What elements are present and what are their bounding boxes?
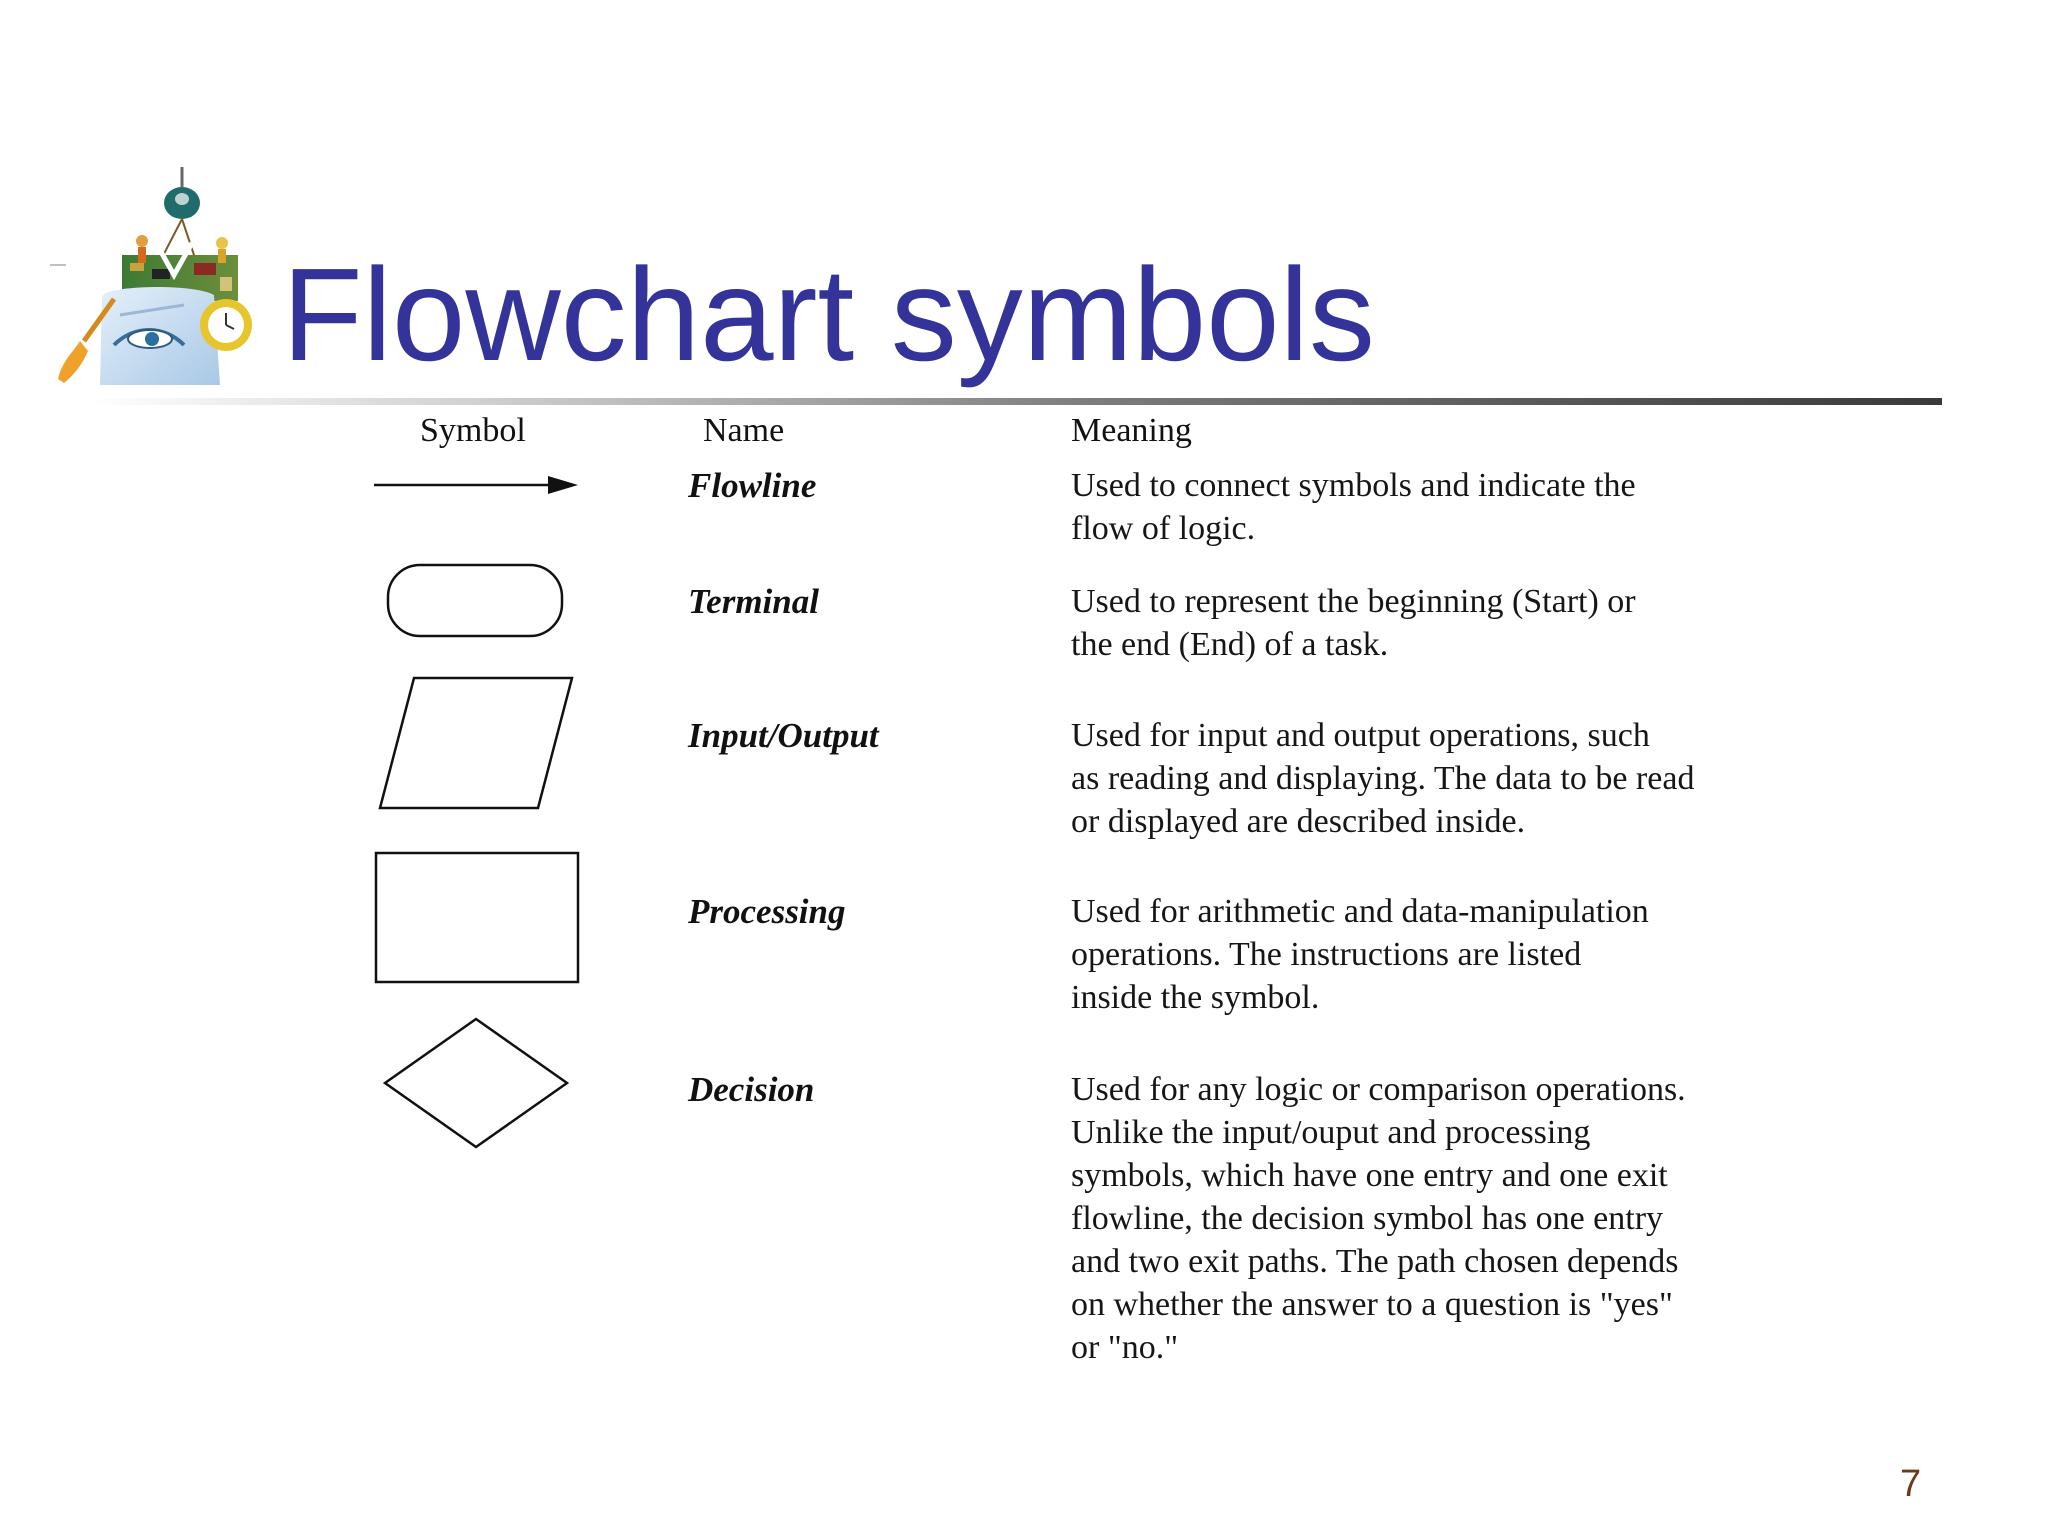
symbol-meaning-terminal: Used to represent the beginning (Start) or the end (End) of a task. — [1071, 583, 1636, 663]
symbol-meaning-input-output: Used for input and output operations, such as reading and displaying. The data to be read or displayed are described inside. — [1071, 717, 1695, 840]
title-underline — [90, 398, 1942, 405]
symbol-meaning-processing: Used for arithmetic and data-manipulation operations. The instructions are listed inside the symbol. — [1071, 893, 1649, 1016]
processing-rectangle-icon — [374, 851, 580, 985]
symbol-meaning-decision: Used for any logic or comparison operations. Unlike the input/ouput and processing symbols, which have one entry and one exit flowline, the decision symbol has one entry and two exit paths. The path chosen depends on whether the answer to a question is "yes" or "no." — [1071, 1071, 1686, 1366]
slide-title: Flowchart symbols — [282, 241, 1375, 388]
symbol-meaning-flowline: Used to connect symbols and indicate the flow of logic. — [1071, 467, 1636, 547]
symbol-name-terminal: Terminal — [688, 582, 819, 621]
symbol-name-input-output: Input/Output — [688, 716, 879, 755]
input-output-parallelogram-icon — [376, 674, 576, 812]
decision-diamond-icon — [382, 1016, 570, 1150]
terminal-rounded-rect-icon — [386, 562, 566, 640]
symbol-name-processing: Processing — [688, 892, 846, 931]
flowline-arrow-icon — [372, 470, 580, 500]
column-header-meaning: Meaning — [1071, 412, 1192, 449]
symbol-name-flowline: Flowline — [688, 466, 817, 505]
page-number: 7 — [1900, 1463, 1922, 1505]
column-header-name: Name — [703, 412, 785, 449]
column-header-symbol: Symbol — [420, 412, 526, 449]
clipart-logo-icon — [44, 165, 274, 395]
symbol-name-decision: Decision — [688, 1070, 815, 1109]
